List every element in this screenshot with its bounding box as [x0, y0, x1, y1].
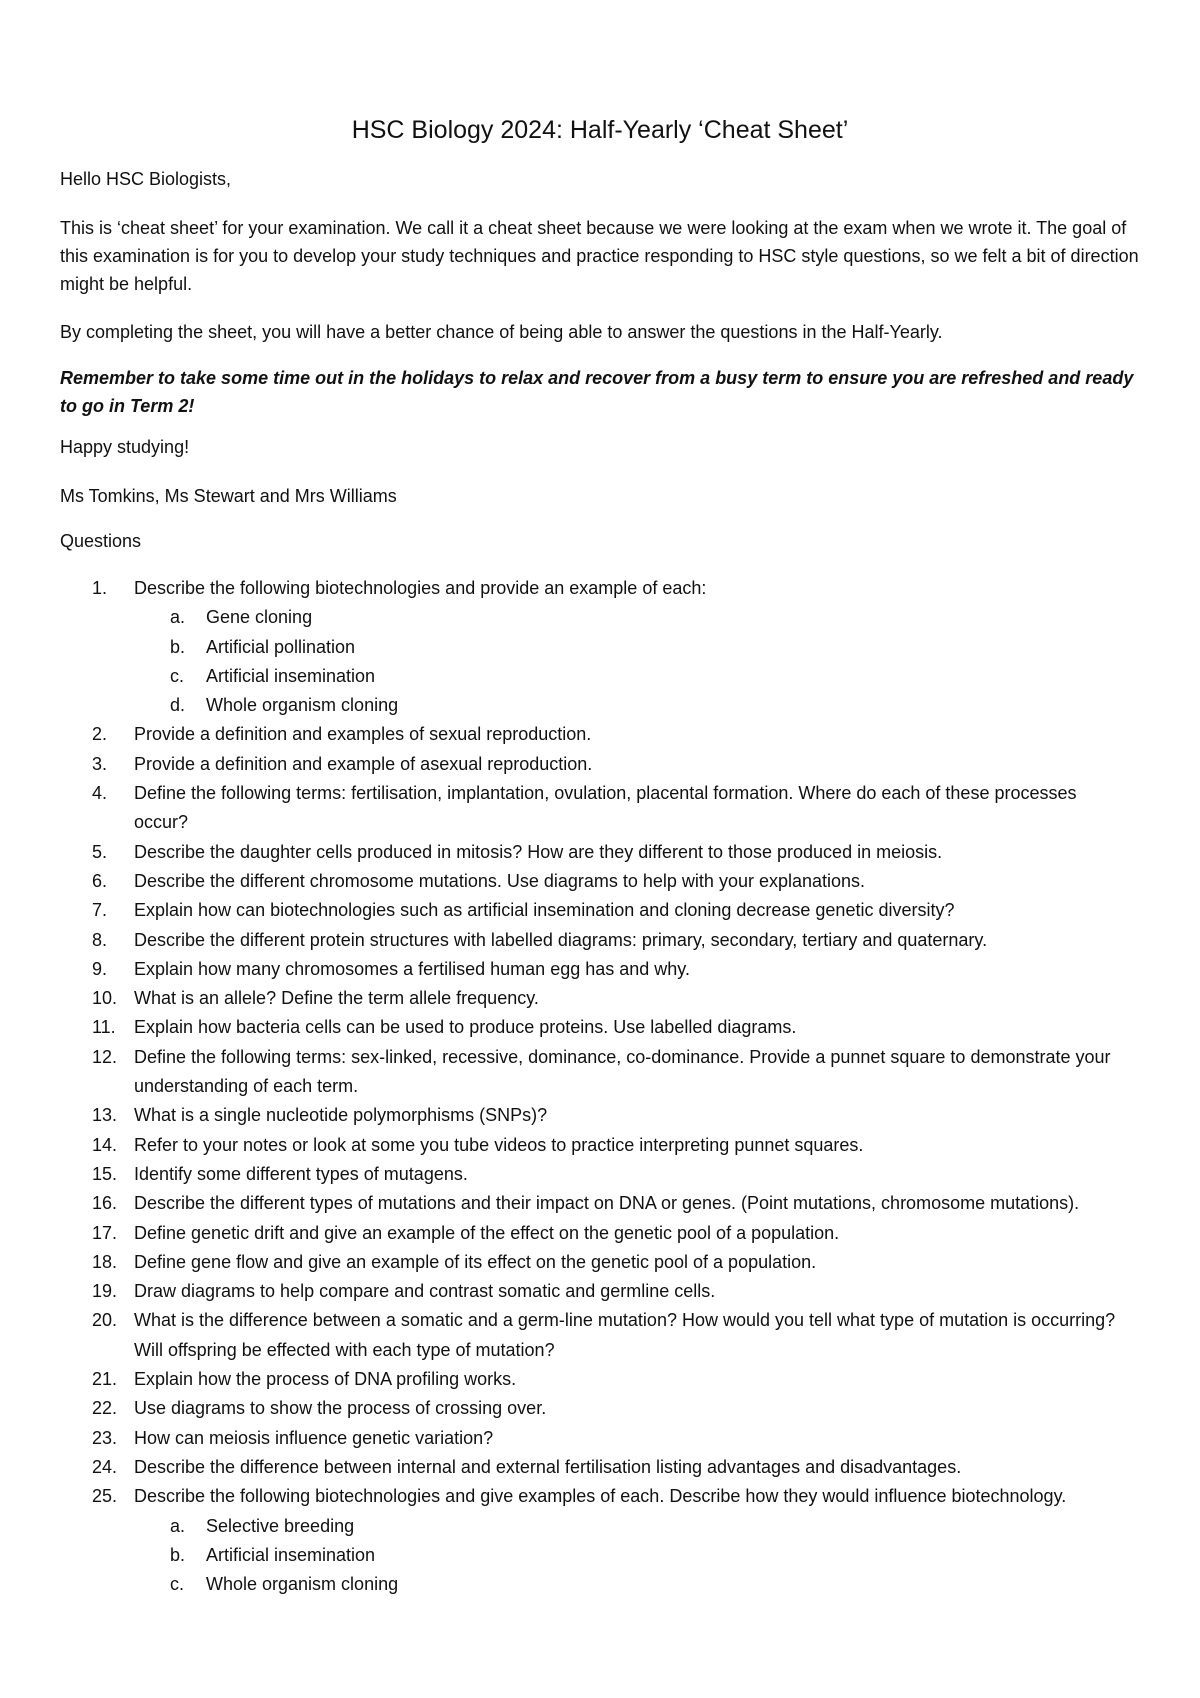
question-item — [0, 1131, 1200, 1160]
question-text: Provide a definition and example of asexual reproduction. — [134, 753, 593, 774]
question-text: Describe the daughter cells produced in mitosis? How are they different to those produced in meiosis. — [134, 841, 943, 862]
page-title: HSC Biology 2024: Half-Yearly ‘Cheat Sheet’ — [351, 116, 849, 144]
question-text: Explain how can biotechnologies such as artificial insemination and cloning decrease genetic diversity? — [134, 900, 955, 921]
sub-question-item — [0, 1512, 1200, 1541]
question-item — [0, 867, 1200, 896]
question-number: 25. — [92, 1486, 118, 1507]
question-number: 19. — [92, 1281, 118, 1302]
question-item — [0, 574, 1200, 603]
question-item — [0, 750, 1200, 779]
sub-question-letter: b. — [170, 636, 186, 657]
question-number: 5. — [92, 841, 108, 862]
sub-question-text: Whole organism cloning — [206, 695, 399, 716]
sub-question-letter: d. — [170, 695, 186, 716]
question-item — [0, 1453, 1200, 1482]
sub-question-item — [0, 691, 1200, 720]
sub-question-text: Whole organism cloning — [206, 1574, 399, 1595]
question-number: 22. — [92, 1398, 118, 1419]
reminder-note: Remember to take some time out in the holidays to relax and recover from a busy term to ensure you are refreshed and ready to go in Term 2! — [60, 368, 1134, 416]
question-item — [0, 1013, 1200, 1042]
question-item — [0, 1043, 1200, 1102]
question-number: 12. — [92, 1046, 118, 1067]
question-text: How can meiosis influence genetic variation? — [134, 1427, 494, 1448]
question-item — [0, 1424, 1200, 1453]
question-text: Describe the different chromosome mutations. Use diagrams to help with your explanations. — [134, 870, 866, 891]
question-text: Use diagrams to show the process of crossing over. — [134, 1398, 547, 1419]
greeting: Hello HSC Biologists, — [60, 169, 232, 189]
question-number: 6. — [92, 870, 108, 891]
question-item — [0, 1219, 1200, 1248]
question-text: Explain how bacteria cells can be used to produce proteins. Use labelled diagrams. — [134, 1017, 797, 1038]
sub-question-item — [0, 662, 1200, 691]
question-number: 2. — [92, 724, 108, 745]
sub-question-text: Artificial insemination — [206, 1544, 376, 1565]
question-number: 7. — [92, 900, 108, 921]
sub-question-letter: b. — [170, 1544, 186, 1565]
question-number: 11. — [92, 1017, 116, 1038]
question-text: Describe the different protein structures with labelled diagrams: primary, secondary, tertiary and quaternary. — [134, 929, 988, 950]
sub-question-item — [0, 1541, 1200, 1570]
sub-question-item — [0, 603, 1200, 632]
question-number: 18. — [92, 1251, 118, 1272]
question-text: Describe the difference between internal and external fertilisation listing advantages and disadvantages. — [134, 1456, 962, 1477]
question-number: 14. — [92, 1134, 118, 1155]
question-number: 3. — [92, 753, 108, 774]
question-item — [0, 838, 1200, 867]
questions-heading: Questions — [60, 531, 142, 551]
question-item — [0, 1101, 1200, 1130]
sub-question-item — [0, 633, 1200, 662]
question-number: 13. — [92, 1105, 118, 1126]
question-item — [0, 1277, 1200, 1306]
sub-question-letter: a. — [170, 1515, 186, 1536]
question-item — [0, 1189, 1200, 1218]
question-text: What is an allele? Define the term allele frequency. — [134, 988, 539, 1009]
question-item — [0, 1160, 1200, 1189]
question-number: 20. — [92, 1310, 118, 1331]
question-item — [0, 720, 1200, 749]
question-number: 15. — [92, 1163, 118, 1184]
question-number: 16. — [92, 1193, 118, 1214]
question-item — [0, 1306, 1200, 1365]
authors: Ms Tomkins, Ms Stewart and Mrs Williams — [60, 486, 397, 506]
intro-paragraph: This is ‘cheat sheet’ for your examination. We call it a cheat sheet because we were looking at the exam when we wrote it. The goal of this examination is for you to develop your study techniques and practice responding to HSC style questions, so we felt a bit of direction might be helpful. — [60, 218, 1139, 294]
questions-list — [0, 574, 1200, 1599]
question-text: Define the following terms: fertilisation, implantation, ovulation, placental formation. Where do each of these processes occur? — [134, 783, 1077, 833]
question-text: What is a single nucleotide polymorphisms (SNPs)? — [134, 1105, 548, 1126]
question-number: 4. — [92, 783, 108, 804]
question-item — [0, 896, 1200, 925]
question-number: 9. — [92, 958, 108, 979]
question-item — [0, 1394, 1200, 1423]
sub-question-letter: a. — [170, 607, 186, 628]
question-text: Draw diagrams to help compare and contrast somatic and germline cells. — [134, 1281, 716, 1302]
question-text: Define genetic drift and give an example of the effect on the genetic pool of a population. — [134, 1222, 840, 1243]
question-item — [0, 1482, 1200, 1511]
question-number: 8. — [92, 929, 108, 950]
question-number: 17. — [92, 1222, 118, 1243]
question-item — [0, 984, 1200, 1013]
question-number: 24. — [92, 1456, 118, 1477]
signoff: Happy studying! — [60, 437, 190, 457]
question-item — [0, 1365, 1200, 1394]
question-item — [0, 779, 1200, 838]
question-item — [0, 955, 1200, 984]
question-text: Explain how the process of DNA profiling works. — [134, 1369, 517, 1390]
question-text: Describe the following biotechnologies and provide an example of each: — [134, 578, 707, 598]
completion-note: By completing the sheet, you will have a better chance of being able to answer the questions in the Half-Yearly. — [60, 322, 943, 342]
question-number: 23. — [92, 1427, 118, 1448]
question-text: Describe the different types of mutations and their impact on DNA or genes. (Point mutations, chromosome mutations). — [134, 1193, 1080, 1214]
question-text: Refer to your notes or look at some you tube videos to practice interpreting punnet squares. — [134, 1134, 864, 1155]
sub-question-letter: c. — [170, 1574, 185, 1595]
question-text: Define the following terms: sex-linked, recessive, dominance, co-dominance. Provide a punnet square to demonstrate your understanding of each term. — [134, 1046, 1111, 1097]
question-text: What is the difference between a somatic and a germ-line mutation? How would you tell what type of mutation is occurring? Will offspring be effected with each type of mutation? — [134, 1310, 1116, 1360]
question-text: Provide a definition and examples of sexual reproduction. — [134, 724, 592, 745]
question-text: Describe the following biotechnologies and give examples of each. Describe how they would influence biotechnology. — [134, 1486, 1067, 1507]
question-item — [0, 926, 1200, 955]
question-number: 1. — [92, 578, 108, 598]
question-text: Define gene flow and give an example of its effect on the genetic pool of a population. — [134, 1251, 817, 1272]
sub-question-item — [0, 1570, 1200, 1599]
sub-question-text: Artificial insemination — [206, 665, 376, 686]
question-item — [0, 1248, 1200, 1277]
question-number: 10. — [92, 988, 118, 1009]
question-number: 21. — [92, 1369, 118, 1390]
sub-question-letter: c. — [170, 665, 185, 686]
sub-question-text: Artificial pollination — [206, 636, 356, 657]
sub-question-text: Selective breeding — [206, 1515, 355, 1536]
sub-question-text: Gene cloning — [206, 607, 313, 628]
question-text: Identify some different types of mutagens. — [134, 1163, 468, 1184]
question-text: Explain how many chromosomes a fertilised human egg has and why. — [134, 958, 690, 979]
